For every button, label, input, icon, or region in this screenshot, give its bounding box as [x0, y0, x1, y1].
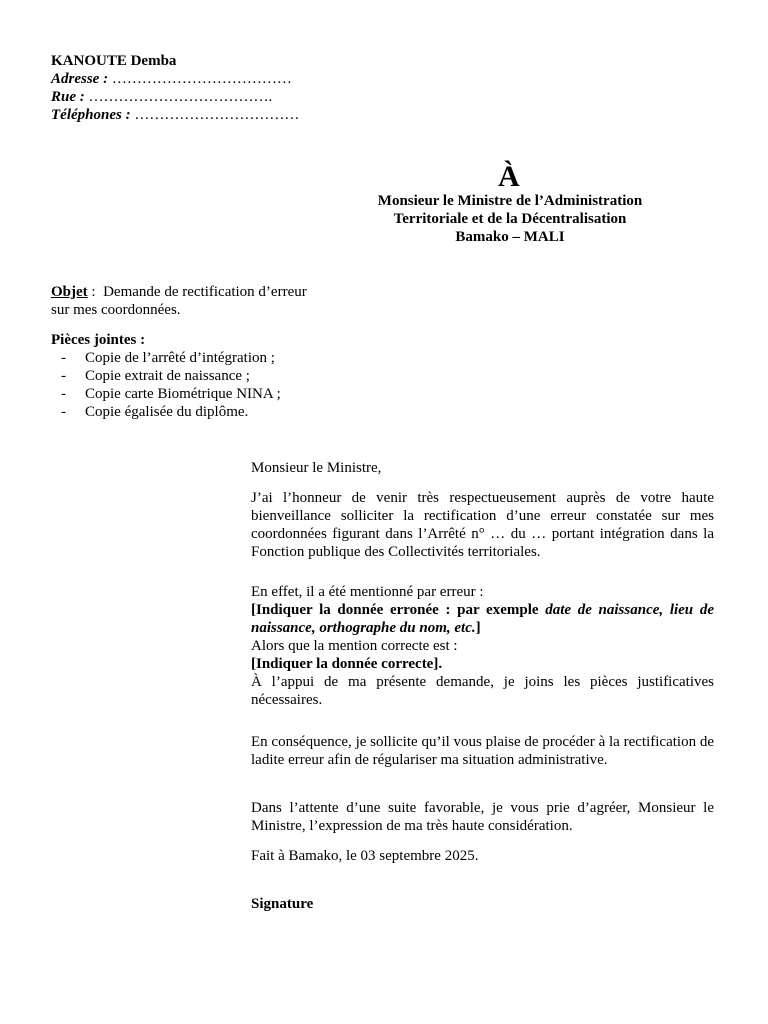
list-item-text: Copie carte Biométrique NINA ; [85, 386, 281, 402]
list-item [51, 367, 281, 385]
sender-phones-line [51, 106, 299, 124]
sender-street-line [51, 88, 299, 106]
address-value: ……………………………… [111, 71, 292, 87]
paragraph-2-erroneous [251, 601, 714, 637]
list-item-text: Copie de l’arrêté d’intégration ; [85, 350, 275, 366]
paragraph-2 [251, 583, 714, 709]
attachments-block [51, 331, 281, 421]
paragraph-3: En conséquence, je sollicite qu’il vous plaise de procéder à la rectification de ladite erreur afin de régulariser ma situation administrative. [251, 734, 714, 768]
recipient-block [300, 192, 720, 246]
paragraph-2-intro: En effet, il a été mentionné par erreur : [251, 584, 484, 600]
address-label: Adresse : [51, 71, 109, 87]
erroneous-text: [Indiquer la donnée erronée : par exemple [251, 602, 546, 618]
recipient-line-3: Bamako – MALI [455, 229, 565, 245]
list-item-text: Copie extrait de naissance ; [85, 368, 250, 384]
sender-block [51, 52, 299, 124]
list-item [51, 385, 281, 403]
paragraph-4: Dans l’attente d’une suite favorable, je vous prie d’agréer, Monsieur le Ministre, l’expression de ma très haute considération. [251, 800, 714, 834]
paragraph-2-correct-intro: Alors que la mention correcte est : [251, 638, 458, 654]
paragraph-2-appui: À l’appui de ma présente demande, je joins les pièces justificatives nécessaires. [251, 674, 714, 708]
salutation: Monsieur le Ministre, [251, 460, 382, 476]
objet-colon: : [87, 284, 96, 300]
objet-block [51, 283, 311, 319]
phones-label: Téléphones : [51, 107, 131, 123]
paragraph-1: J’ai l’honneur de venir très respectueusement auprès de votre haute bienveillance solliciter la rectification d’une erreur constatée sur mes coordonnées figurant dans l’Arrêté n° … du … portant intégration dans la Fonction publique des Collectivités territoriales. [251, 490, 714, 560]
place-date: Fait à Bamako, le 03 septembre 2025. [251, 848, 479, 864]
objet-label: Objet [51, 284, 88, 300]
erroneous-examples: date de naissance, lieu de naissance, orthographe du nom, etc. [251, 602, 714, 636]
objet-text: Demande de rectification d’erreur sur mes coordonnées. [51, 284, 307, 318]
list-item [51, 403, 281, 421]
recipient-line-2: Territoriale et de la Décentralisation [393, 211, 627, 227]
list-dash: - [61, 386, 66, 402]
recipient-line-1: Monsieur le Ministre de l’Administration [377, 193, 643, 209]
attachments-label: Pièces jointes : [51, 332, 146, 348]
sender-address-line [51, 70, 299, 88]
sender-name: KANOUTE Demba [51, 53, 177, 69]
list-dash: - [61, 350, 66, 366]
attachments-list [51, 349, 281, 421]
street-value: ………………………………. [88, 89, 273, 105]
list-item-text: Copie égalisée du diplôme. [85, 404, 249, 420]
paragraph-2-correct: [Indiquer la donnée correcte]. [251, 656, 443, 672]
signature-label: Signature [251, 896, 314, 912]
recipient-prefix: À [498, 160, 520, 193]
list-dash: - [61, 404, 66, 420]
erroneous-bracket: ] [475, 620, 481, 636]
street-label: Rue : [51, 89, 85, 105]
list-dash: - [61, 368, 66, 384]
phones-value: …………………………… [134, 107, 300, 123]
list-item [51, 349, 281, 367]
